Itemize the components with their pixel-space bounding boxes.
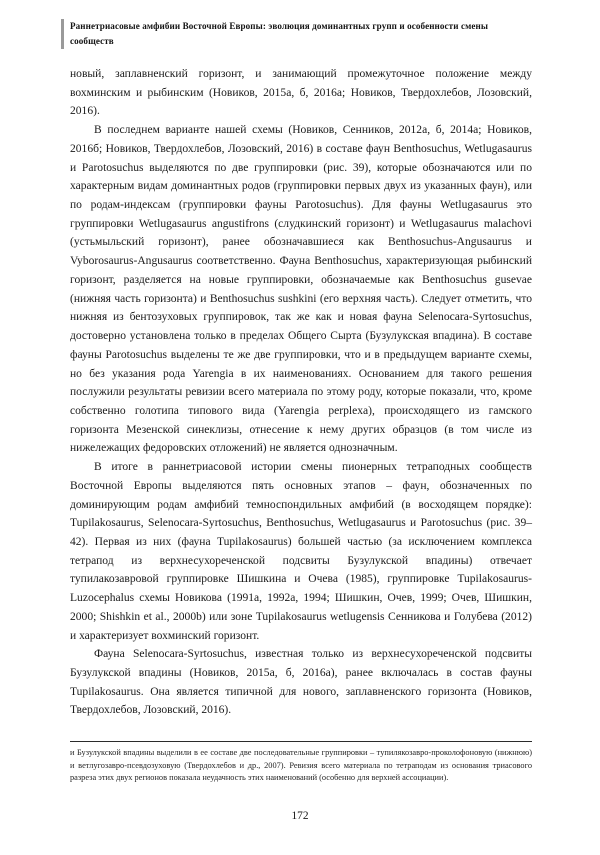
footnote-text <box>70 747 532 785</box>
footnote-block <box>70 741 532 785</box>
running-head-bar <box>61 19 64 49</box>
body-paragraph-2: В последнем варианте нашей схемы (Новиков, Сенников, 2012а, б, 2014а; Новиков, 2016б; Новиков, Твердохлебов, Лозовский, 2016) в составе фаун Benthosuchus, Wetlugasaurus и Parotosuchus выделяются по две группировки (рис. 39), которые обозначаются или по характерным видам доминантных родов (группировки первых двух из указанных фаун), или по родам-индексам (группировки фауны Parotosuchus). Для фауны Wetlugasaurus это группировки Wetlugasaurus angustifrons (слудкинский горизонт) и Wetlugasaurus malachovi (устьмыльский горизонт), ранее обозначавшиеся как Benthosuchus-Angusaurus и Vyborosaurus-Angusaurus соответственно. Фауна Benthosuchus, характеризующая рыбинский горизонт, разделяется на новые группировки, обозначаемые как Benthosuchus gusevae (нижняя часть горизонта) и Benthosuchus sushkini (его верхняя часть). Следует отметить, что нижняя из бентозуховых группировок, так же как и новая фауна Selenocara-Syrtosuchus, достоверно установлена только в пределах Общего Сырта (Бузулукская впадина). В составе фауны Parotosuchus выделены те же две группировки, что и в предыдущем варианте схемы, но без указания рода Yarengia в их наименованиях. Основанием для такого решения послужили результаты ревизии всего материала по этому роду, которые показали, что, кроме собственно голотипа типового вида (Yarengia perplexa), происходящего из гамского горизонта Мезенской синеклизы, отнесение к нему других образцов (в том числе из нижележащих федоровских отложений) не является однозначным. <box>70 124 532 455</box>
footnote-paragraph: и Бузулукской впадины выделили в ее составе две последовательные группировки – тупилякозавро-проколофоновую (нижнюю) и ветлугозавро-псевдозуховую (Твердохлебов и др., 2007). Ревизия всего материала по тетраподам из основания триасового разреза этих двух регионов показала неудачность этих наименований (особенно для верхней ассоциации). <box>70 748 532 783</box>
body-paragraph-4: Фауна Selenocara-Syrtosuchus, известная только из верхнесухореченской подсвиты Бузулукской впадины (Новиков, 2015а, б, 2016а), ранее включалась в состав фауны Tupilakosaurus. Она является типичной для нового, заплавненского горизонта (Новиков, Твердохлебов, Лозовский, 2016). <box>70 648 532 717</box>
footnote-separator-rule <box>70 741 532 742</box>
running-head-text: Раннетриасовые амфибии Восточной Европы: эволюция доминантных групп и особенности смены сообществ <box>70 21 489 46</box>
running-head <box>70 19 532 49</box>
body-text <box>70 65 532 720</box>
body-paragraph-3: В итоге в раннетриасовой истории смены пионерных тетраподных сообществ Восточной Европы выделяются пять основных этапов – фаун, обозначенных по доминирующим родам амфибий темноспондильных амфибий (в восходящем порядке): Tupilakosaurus, Selenocara-Syrtosuchus, Benthosuchus, Wetlugasaurus и Parotosuchus (рис. 39–42). Первая из них (фауна Tupilakosaurus) большей частью (за исключением комплекса тетрапод из верхнесухореченской подсвиты Бузулукской впадины) отвечает тупилакозавровой группировке Шишкина и Очева (1985), группировке Tupilakosaurus-Luzocephalus схемы Новикова (1991а, 1992а, 1994; Шишкин, Очев, 1999; Очев, Шишкин, 2000; Shishkin et al., 2000b) или зоне Tupilakosaurus wetlugensis Сенникова и Голубева (2012) и характеризует вохминский горизонт. <box>70 461 532 642</box>
page-number: 172 <box>291 810 309 822</box>
body-paragraph-1: новый, заплавненский горизонт, и занимающий промежуточное положение между вохминским и рыбинским (Новиков, 2015а, б, 2016а; Новиков, Твердохлебов, Лозовский, 2016). <box>70 68 532 118</box>
